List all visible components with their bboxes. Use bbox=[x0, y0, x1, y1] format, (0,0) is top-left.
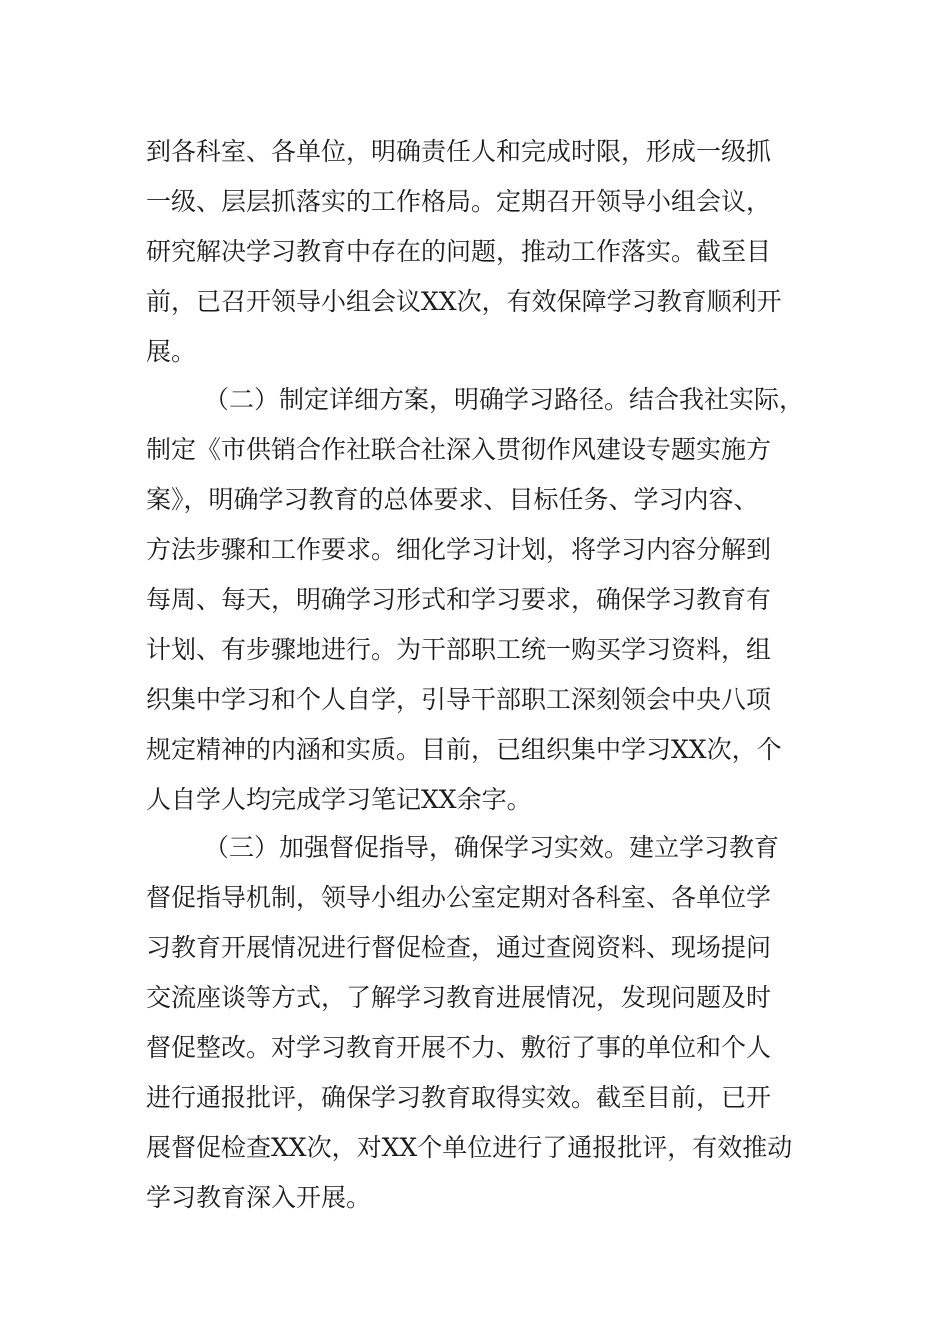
paragraph-3-line-3: 习教育开展情况进行督促检查，通过查阅资料、现场提问 bbox=[146, 933, 772, 962]
paragraph-2-line-5: 每周、每天，明确学习形式和学习要求，确保学习教育有 bbox=[146, 585, 772, 614]
paragraph-3-line-6: 进行通报批评，确保学习教育取得实效。截至目前，已开 bbox=[146, 1083, 772, 1112]
paragraph-1-line-2: 一级、层层抓落实的工作格局。定期召开领导小组会议， bbox=[146, 187, 772, 216]
paragraph-3-line-4: 交流座谈等方式，了解学习教育进展情况，发现问题及时 bbox=[146, 983, 772, 1012]
paragraph-2-line-8: 规定精神的内涵和实质。目前，已组织集中学习XX次，个 bbox=[146, 735, 782, 764]
paragraph-3-line-1: （三）加强督促指导，确保学习实效。建立学习教育 bbox=[204, 833, 780, 862]
paragraph-1-line-5: 展。 bbox=[146, 337, 197, 366]
paragraph-2-line-6: 计划、有步骤地进行。为干部职工统一购买学习资料，组 bbox=[146, 635, 772, 664]
paragraph-3-line-2: 督促指导机制，领导小组办公室定期对各科室、各单位学 bbox=[146, 883, 772, 912]
paragraph-1-line-4: 前，已召开领导小组会议XX次，有效保障学习教育顺利开 bbox=[146, 287, 782, 316]
paragraph-1-line-1: 到各科室、各单位，明确责任人和完成时限，形成一级抓 bbox=[146, 137, 772, 166]
paragraph-2-line-9: 人自学人均完成学习笔记XX余字。 bbox=[146, 785, 532, 814]
paragraph-3-line-7: 展督促检查XX次，对XX个单位进行了通报批评，有效推动 bbox=[146, 1133, 793, 1162]
paragraph-3-line-8: 学习教育深入开展。 bbox=[146, 1183, 372, 1212]
paragraph-2-line-2: 制定《市供销合作社联合社深入贯彻作风建设专题实施方 bbox=[146, 435, 772, 464]
paragraph-3-line-5: 督促整改。对学习教育开展不力、敷衍了事的单位和个人 bbox=[146, 1033, 772, 1062]
paragraph-2-line-4: 方法步骤和工作要求。细化学习计划，将学习内容分解到 bbox=[146, 535, 772, 564]
paragraph-2-line-3: 案》，明确学习教育的总体要求、目标任务、学习内容、 bbox=[146, 485, 759, 514]
paragraph-1-line-3: 研究解决学习教育中存在的问题，推动工作落实。截至目 bbox=[146, 237, 772, 266]
paragraph-2-line-1: （二）制定详细方案，明确学习路径。结合我社实际， bbox=[204, 385, 805, 414]
paragraph-2-line-7: 织集中学习和个人自学，引导干部职工深刻领会中央八项 bbox=[146, 685, 772, 714]
